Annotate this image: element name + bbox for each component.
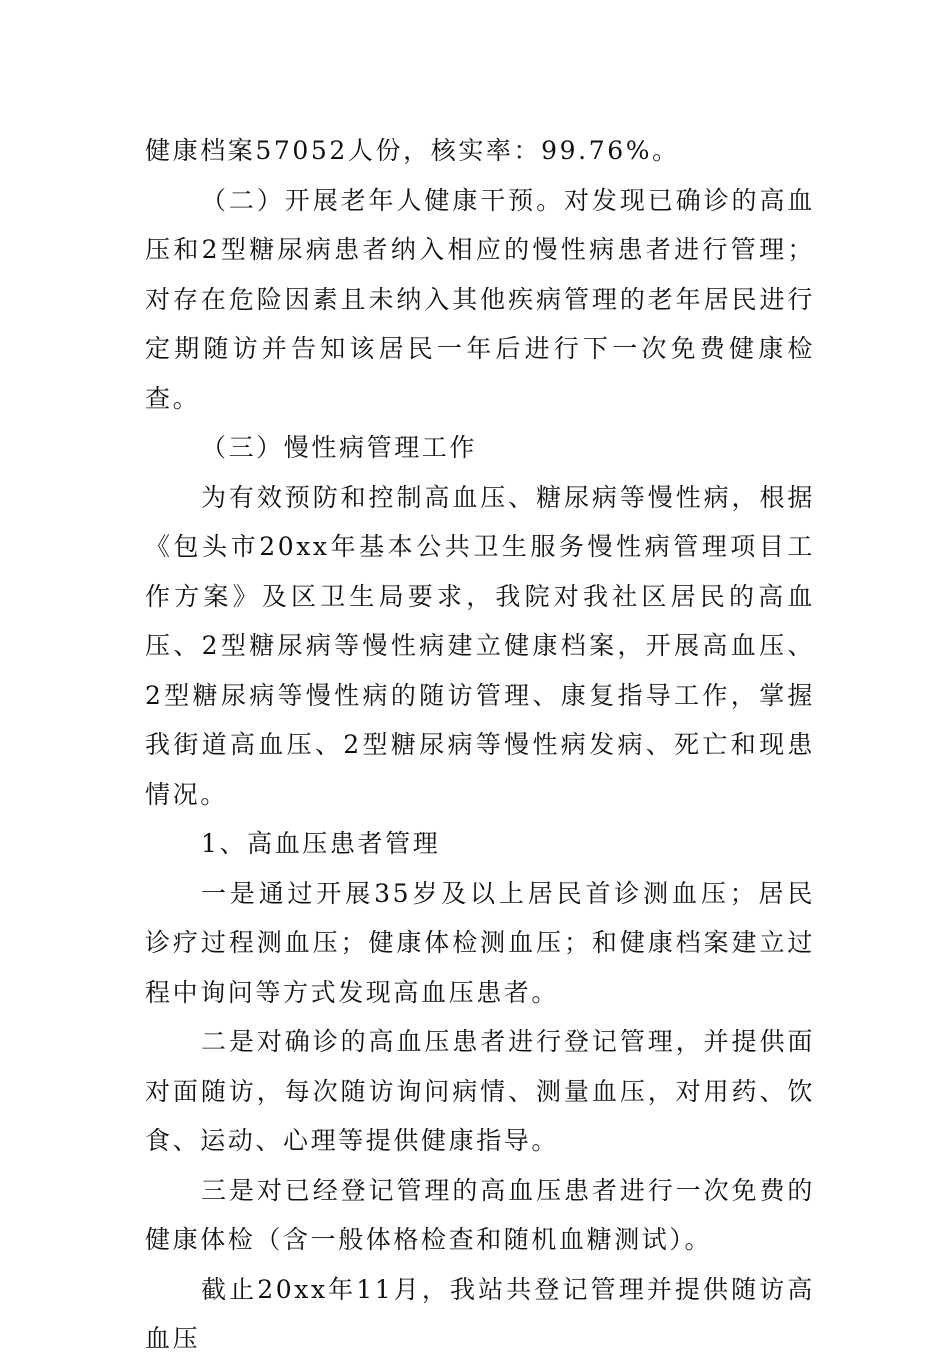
paragraph-hypertension-checkup: 三是对已经登记管理的高血压患者进行一次免费的健康体检（含一般体格检查和随机血糖测试）。	[145, 1175, 815, 1254]
subheading-hypertension: 1、高血压患者管理	[201, 829, 441, 858]
paragraph-as-of-november: 截止20xx年11月，我站共登记管理并提供随访高血压	[145, 1274, 815, 1353]
section-heading-chronic-disease: （三）慢性病管理工作	[201, 433, 478, 462]
paragraph-chronic-disease-plan: 为有效预防和控制高血压、糖尿病等慢性病，根据《包头市20xx年基本公共卫生服务慢性病管理项目工作方案》及区卫生局要求，我院对我社区居民的高血压、2型糖尿病等慢性病建立健康档案，开展高血压、2型糖尿病等慢性病的随访管理、康复指导工作，掌握我街道高血压、2型糖尿病等慢性病发病、死亡和现患情况。	[145, 482, 815, 809]
paragraph-hypertension-followup: 二是对确诊的高血压患者进行登记管理，并提供面对面随访，每次随访询问病情、测量血压，对用药、饮食、运动、心理等提供健康指导。	[145, 1027, 815, 1155]
paragraph-archive-count: 健康档案57052人份，核实率：99.76%。	[145, 136, 680, 165]
document-body	[145, 126, 815, 1364]
paragraph-elderly-intervention: （二）开展老年人健康干预。对发现已确诊的高血压和2型糖尿病患者纳入相应的慢性病患者进行管理；对存在危险因素且未纳入其他疾病管理的老年居民进行定期随访并告知该居民一年后进行下一次免费健康检查。	[145, 185, 815, 413]
paragraph-hypertension-screening: 一是通过开展35岁及以上居民首诊测血压；居民诊疗过程测血压；健康体检测血压；和健康档案建立过程中询问等方式发现高血压患者。	[145, 878, 815, 1007]
